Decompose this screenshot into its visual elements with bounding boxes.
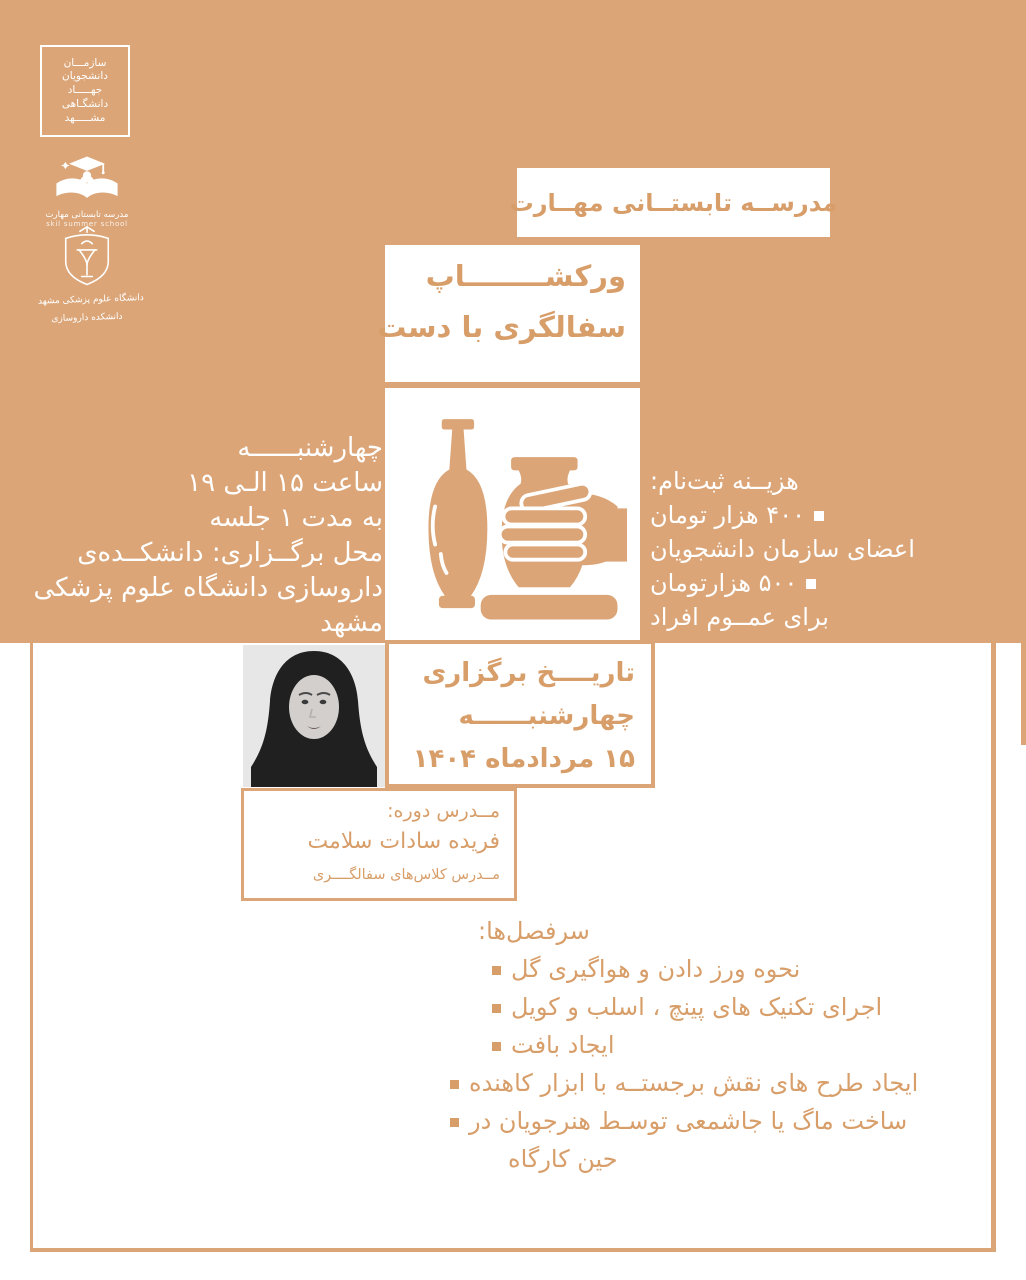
square-bullet-icon — [450, 1080, 459, 1089]
fee-item — [650, 498, 1000, 532]
fee-item-text: برای عمــوم افراد — [650, 603, 829, 631]
portrait-woman-hijab — [243, 645, 385, 787]
topic-text: ایجاد بافت — [511, 1031, 615, 1059]
topic-text-continuation: حین کارگاه — [508, 1145, 618, 1173]
workshop-title-line2: سفالگری با دست — [377, 310, 626, 344]
summer-school-banner — [509, 168, 838, 237]
pharmacy-shield-cup-icon — [58, 226, 116, 288]
topic-text: اجرای تکنیک های پینچ ، اسلب و کویل — [511, 993, 883, 1021]
pharmacy-caption-faculty: دانشکده داروسازی — [51, 311, 123, 325]
topic-item — [492, 950, 1010, 988]
graduation-cap-book-icon — [51, 154, 123, 204]
square-bullet-icon — [492, 1004, 501, 1013]
topic-item — [450, 1064, 1010, 1102]
square-bullet-icon — [806, 579, 816, 589]
pottery-hand-vase-icon — [399, 402, 627, 630]
event-date-line: تاریــــخ برگزاری — [422, 658, 635, 688]
topic-item — [492, 1026, 1010, 1064]
schedule-line: محل برگــزاری: دانشکــده‌ی — [77, 538, 383, 568]
pharmacy-faculty-logo — [37, 226, 144, 325]
square-bullet-icon — [492, 1042, 501, 1051]
banner-title: مدرســه تابستــانی مهــارت — [509, 188, 838, 217]
square-bullet-icon — [492, 966, 501, 975]
instructor-label: مــدرس دوره: — [387, 800, 500, 822]
schedule-text-block — [34, 431, 383, 641]
instructor-subtitle: مــدرس کلاس‌های سفالگــــری — [312, 867, 500, 883]
pharmacy-caption-university: دانشگاه علوم پزشکی مشهد — [37, 293, 144, 307]
summer-school-caption-en: skil summer school — [46, 220, 128, 228]
schedule-line: به مدت ۱ جلسه — [209, 503, 383, 533]
workshop-title-box — [377, 245, 640, 382]
fee-item — [650, 566, 1000, 600]
org-logo-line: دانشجویان — [62, 70, 108, 83]
square-bullet-icon — [814, 511, 824, 521]
square-bullet-icon — [450, 1118, 459, 1127]
registration-fee-block — [650, 464, 1000, 634]
topics-block — [450, 912, 1010, 1178]
topic-text: نحوه ورز دادن و هواگیری گل — [511, 955, 801, 983]
event-date-line: ۱۵ مردادماه ۱۴۰۴ — [412, 744, 635, 774]
summer-school-logo — [38, 154, 136, 228]
org-logo-line: دانشگـاهی — [61, 97, 109, 110]
fee-item-text: ۵۰۰ هزارتومان — [650, 569, 798, 597]
event-date-box — [385, 640, 655, 788]
topic-item — [492, 988, 1010, 1026]
right-edge-tab — [1021, 643, 1026, 745]
pottery-icon-box — [385, 388, 640, 643]
instructor-info-box — [241, 788, 517, 901]
workshop-title-line1: ورکشــــــــاپ — [425, 259, 626, 293]
org-logo-line: سازمـــان — [63, 56, 107, 69]
topic-item — [450, 1102, 1010, 1178]
schedule-line: ساعت ۱۵ الـی ۱۹ — [187, 468, 383, 498]
topic-text: ساخت ماگ یا جاشمعی توسـط هنرجویان در — [469, 1107, 908, 1135]
student-organization-logo — [40, 45, 130, 137]
org-logo-line: مشـــــهد — [64, 111, 106, 124]
schedule-line: داروسازی دانشگاه علوم پزشکی — [33, 573, 383, 603]
topic-text: ایجاد طرح های نقش برجستــه با ابزار کاهنده — [469, 1069, 919, 1097]
fee-item-text: ۴۰۰ هزار تومان — [650, 501, 805, 529]
instructor-name: فریده سادات سلامت — [307, 829, 500, 854]
schedule-line: چهارشنبــــــه — [237, 433, 383, 463]
instructor-photo — [243, 645, 385, 787]
fee-item — [650, 532, 1000, 566]
topics-title: سرفصل‌ها: — [478, 917, 590, 945]
schedule-line: مشهد — [320, 608, 383, 638]
fee-item — [650, 600, 1000, 634]
org-logo-line: جهـــــاد — [67, 84, 103, 97]
summer-school-caption-fa: مدرسه تابستانی مهارت — [45, 210, 129, 220]
event-date-line: چهارشنبــــــه — [458, 701, 635, 731]
fee-item-text: اعضای سازمان دانشجویان — [650, 535, 915, 563]
fee-title: هزیــنه ثبت‌نام: — [650, 467, 799, 495]
